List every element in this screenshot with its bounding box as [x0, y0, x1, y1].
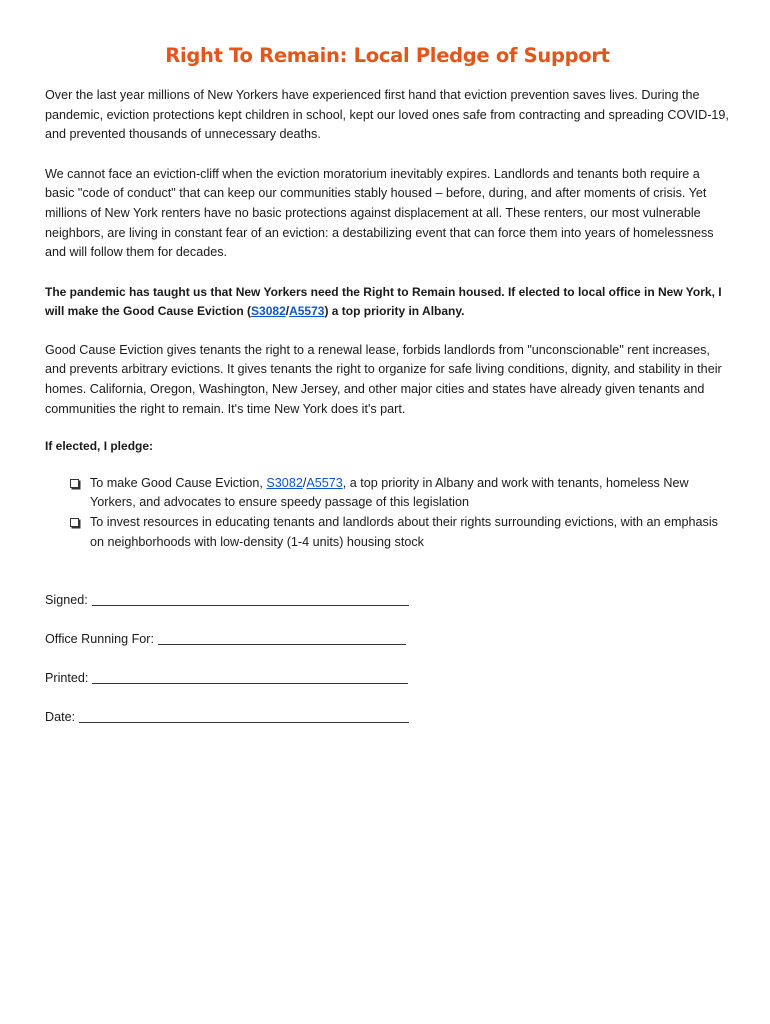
- moratorium-paragraph: We cannot face an eviction-cliff when the eviction moratorium inevitably expires. Landlords and tenants both require a basic "code of conduct" that can keep our communities stably housed – before, during, and after moments of crisis. Yet millions of New York renters have no basic protections against displacement at all. These renters, our most vulnerable neighbors, are living in constant fear of an eviction: a destabilizing event that can force them into years of homelessness and will follow them for decades.: [45, 166, 714, 260]
- office-line: [45, 630, 730, 650]
- pledge-heading: If elected, I pledge:: [45, 439, 154, 454]
- list-item: [90, 474, 730, 513]
- pledge-item-text: To make Good Cause Eviction,: [90, 475, 267, 490]
- pledge-item-text: To invest resources in educating tenants and landlords about their rights surrounding evictions, with an emphasis on neighborhoods with low-density (1-4 units) housing stock: [90, 514, 718, 549]
- signed-field[interactable]: [92, 591, 409, 606]
- pledge-item-text-end: , a top priority in Albany and work with tenants, homeless New Yorkers, and advocates to ensure speedy passage of this legislation: [90, 475, 689, 510]
- date-line: [45, 708, 730, 728]
- bill-link-s3082[interactable]: S3082: [266, 475, 303, 490]
- bill-link-a5573[interactable]: A5573: [306, 475, 343, 490]
- date-label: Date:: [45, 710, 76, 725]
- checkbox-icon: [70, 518, 79, 527]
- date-field[interactable]: [79, 708, 409, 723]
- list-item: [90, 513, 730, 552]
- document-body: [45, 44, 730, 728]
- pledge-statement-text: The pandemic has taught us that New Yorkers need the Right to Remain housed. If elected to local office in New York, I will make the Good Cause Eviction (: [45, 284, 722, 318]
- signed-label: Signed:: [45, 593, 88, 608]
- bill-separator: /: [285, 303, 290, 318]
- signed-line: [45, 591, 730, 611]
- printed-label: Printed:: [45, 671, 89, 686]
- printed-line: [45, 669, 730, 689]
- bill-link-s3082[interactable]: S3082: [251, 303, 286, 318]
- pledge-list: [45, 474, 730, 552]
- signature-block: [45, 591, 730, 728]
- pledge-statement: [45, 283, 730, 321]
- checkbox-icon: [70, 479, 79, 488]
- bill-separator: /: [302, 475, 307, 490]
- pledge-statement-end: ) a top priority in Albany.: [324, 303, 465, 318]
- office-field[interactable]: [158, 630, 406, 645]
- intro-paragraph: Over the last year millions of New Yorkers have experienced first hand that eviction prevention saves lives. During the pandemic, eviction protections kept children in school, kept our loved ones safe from contracting and spreading COVID-19, and prevented thousands of unnecessary deaths.: [45, 88, 729, 142]
- good-cause-paragraph: Good Cause Eviction gives tenants the right to a renewal lease, forbids landlords from "unconscionable" rent increases, and prevents arbitrary evictions. It gives tenants the right to organize for safe living conditions, dignity, and stability in their homes. California, Oregon, Washington, New Jersey, and other major cities and states have already given tenants and communities the right to remain. It's time New York does it's part.: [45, 342, 722, 416]
- document-title: Right To Remain: Local Pledge of Support: [165, 44, 610, 67]
- office-label: Office Running For:: [45, 632, 154, 647]
- printed-field[interactable]: [92, 669, 408, 684]
- bill-link-a5573[interactable]: A5573: [289, 303, 325, 318]
